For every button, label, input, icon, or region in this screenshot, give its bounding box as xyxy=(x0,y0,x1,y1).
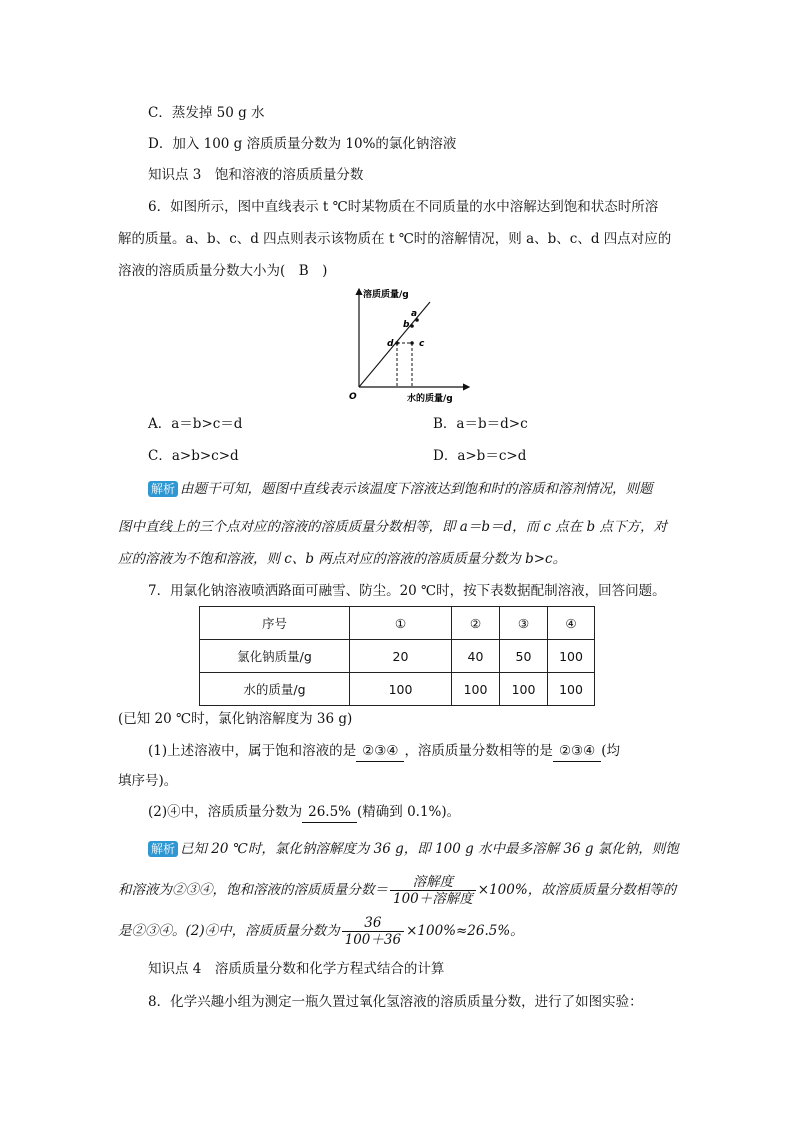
table-cell: ④ xyxy=(548,607,595,640)
table-cell: 20 xyxy=(350,640,452,673)
label-b: b xyxy=(403,320,410,330)
fraction: $\frac{\text{溶解度}}{\text{100＋溶解度}}$ xyxy=(390,874,476,907)
analysis-tag: 解析 xyxy=(148,841,178,857)
q7-note: (已知 20 ℃时，氯化钠溶解度为 36 g) xyxy=(118,711,353,727)
answer-blank: ②③④ xyxy=(553,741,601,762)
table-cell: 100 xyxy=(548,640,595,673)
table-cell: 100 xyxy=(500,673,548,706)
q6-line3: 溶液的溶质质量分数大小为( B ) xyxy=(118,263,328,279)
label-c: c xyxy=(419,339,425,349)
x-axis-label: 水的质量/g xyxy=(407,394,453,404)
table-row xyxy=(200,673,595,706)
q6-analysis-line1: 解析 由题干可知，题图中直线表示该温度下溶液达到饱和时的溶质和溶剂情况，则题 xyxy=(148,479,653,499)
q7-sub1-line1: (1)上述溶液中，属于饱和溶液的是 ②③④ ，溶质质量分数相等的是 ②③④ (均 xyxy=(148,741,620,762)
q6-option-d: D．a>b＝c>d xyxy=(433,448,527,464)
option-c-prev: C．蒸发掉 50 g 水 xyxy=(148,105,265,121)
knowledge-point-4: 知识点 4 溶质质量分数和化学方程式结合的计算 xyxy=(148,961,445,977)
table-cell: 100 xyxy=(548,673,595,706)
point-c xyxy=(410,341,414,345)
fraction: $\frac{36}{100+36}$ xyxy=(342,915,404,948)
table-cell: 100 xyxy=(350,673,452,706)
q7-analysis-line2: 和溶液为②③④，饱和溶液的溶质质量分数＝ $\frac{\text{溶解度}}{\text{100＋溶解度}}$ ×100%，故溶质质量分数相等的 xyxy=(118,874,677,907)
answer-blank: ②③④ xyxy=(356,741,404,762)
q6-line1: 6．如图所示，图中直线表示 t ℃时某物质在不同质量的水中溶解达到饱和状态时所溶 xyxy=(148,199,659,215)
table-cell: 序号 xyxy=(200,607,350,640)
table-cell: ① xyxy=(350,607,452,640)
q7-line1: 7．用氯化钠溶液喷洒路面可融雪、防尘。20 ℃时，按下表数据配制溶液，回答问题。 xyxy=(148,583,666,599)
knowledge-point-3: 知识点 3 饱和溶液的溶质质量分数 xyxy=(148,167,364,183)
q6-option-b: B．a＝b＝d>c xyxy=(433,416,528,432)
table-row xyxy=(200,640,595,673)
table-cell: ③ xyxy=(500,607,548,640)
q6-option-a: A．a＝b>c＝d xyxy=(148,416,243,432)
point-d xyxy=(395,341,399,345)
q7-analysis-line1: 解析 已知 20 ℃时，氯化钠溶解度为 36 g，即 100 g 水中最多溶解 36 g 氯化钠，则饱 xyxy=(148,839,679,859)
label-a: a xyxy=(411,309,418,319)
solubility-graph xyxy=(345,285,475,405)
data-table xyxy=(199,606,595,706)
point-b xyxy=(410,324,414,328)
analysis-tag: 解析 xyxy=(148,481,178,497)
origin-label: O xyxy=(349,392,357,402)
q7-sub2: (2)④中，溶质质量分数为 26.5% (精确到 0.1%)。 xyxy=(148,802,460,823)
table-cell: 50 xyxy=(500,640,548,673)
q8-line1: 8．化学兴趣小组为测定一瓶久置过氧化氢溶液的溶质质量分数，进行了如图实验： xyxy=(148,994,643,1010)
q6-analysis-line2: 图中直线上的三个点对应的溶液的溶质质量分数相等，即 a＝b＝d，而 c 点在 b 点下方，对 xyxy=(118,519,667,535)
y-axis-label: 溶质质量/g xyxy=(363,290,409,300)
table-cell: ② xyxy=(452,607,500,640)
q7-analysis-line3: 是②③④。(2)④中，溶质质量分数为 $\frac{36}{100+36}$ ×100%≈26.5%。 xyxy=(118,915,524,948)
option-d-prev: D．加入 100 g 溶质质量分数为 10%的氯化钠溶液 xyxy=(148,136,457,152)
table-cell: 水的质量/g xyxy=(200,673,350,706)
answer-blank: 26.5% xyxy=(302,802,357,823)
q7-sub1-line2: 填序号)。 xyxy=(118,773,178,789)
q6-line2: 解的质量。a、b、c、d 四点则表示该物质在 t ℃时的溶解情况，则 a、b、c、d 四点对应的 xyxy=(118,231,672,247)
table-cell: 氯化钠质量/g xyxy=(200,640,350,673)
table-row xyxy=(200,607,595,640)
label-d: d xyxy=(387,339,394,349)
table-cell: 100 xyxy=(452,673,500,706)
q6-option-c: C．a>b>c>d xyxy=(148,448,239,464)
q6-analysis-line3: 应的溶液为不饱和溶液，则 c、b 两点对应的溶液的溶质质量分数为 b>c。 xyxy=(118,551,567,567)
table-cell: 40 xyxy=(452,640,500,673)
